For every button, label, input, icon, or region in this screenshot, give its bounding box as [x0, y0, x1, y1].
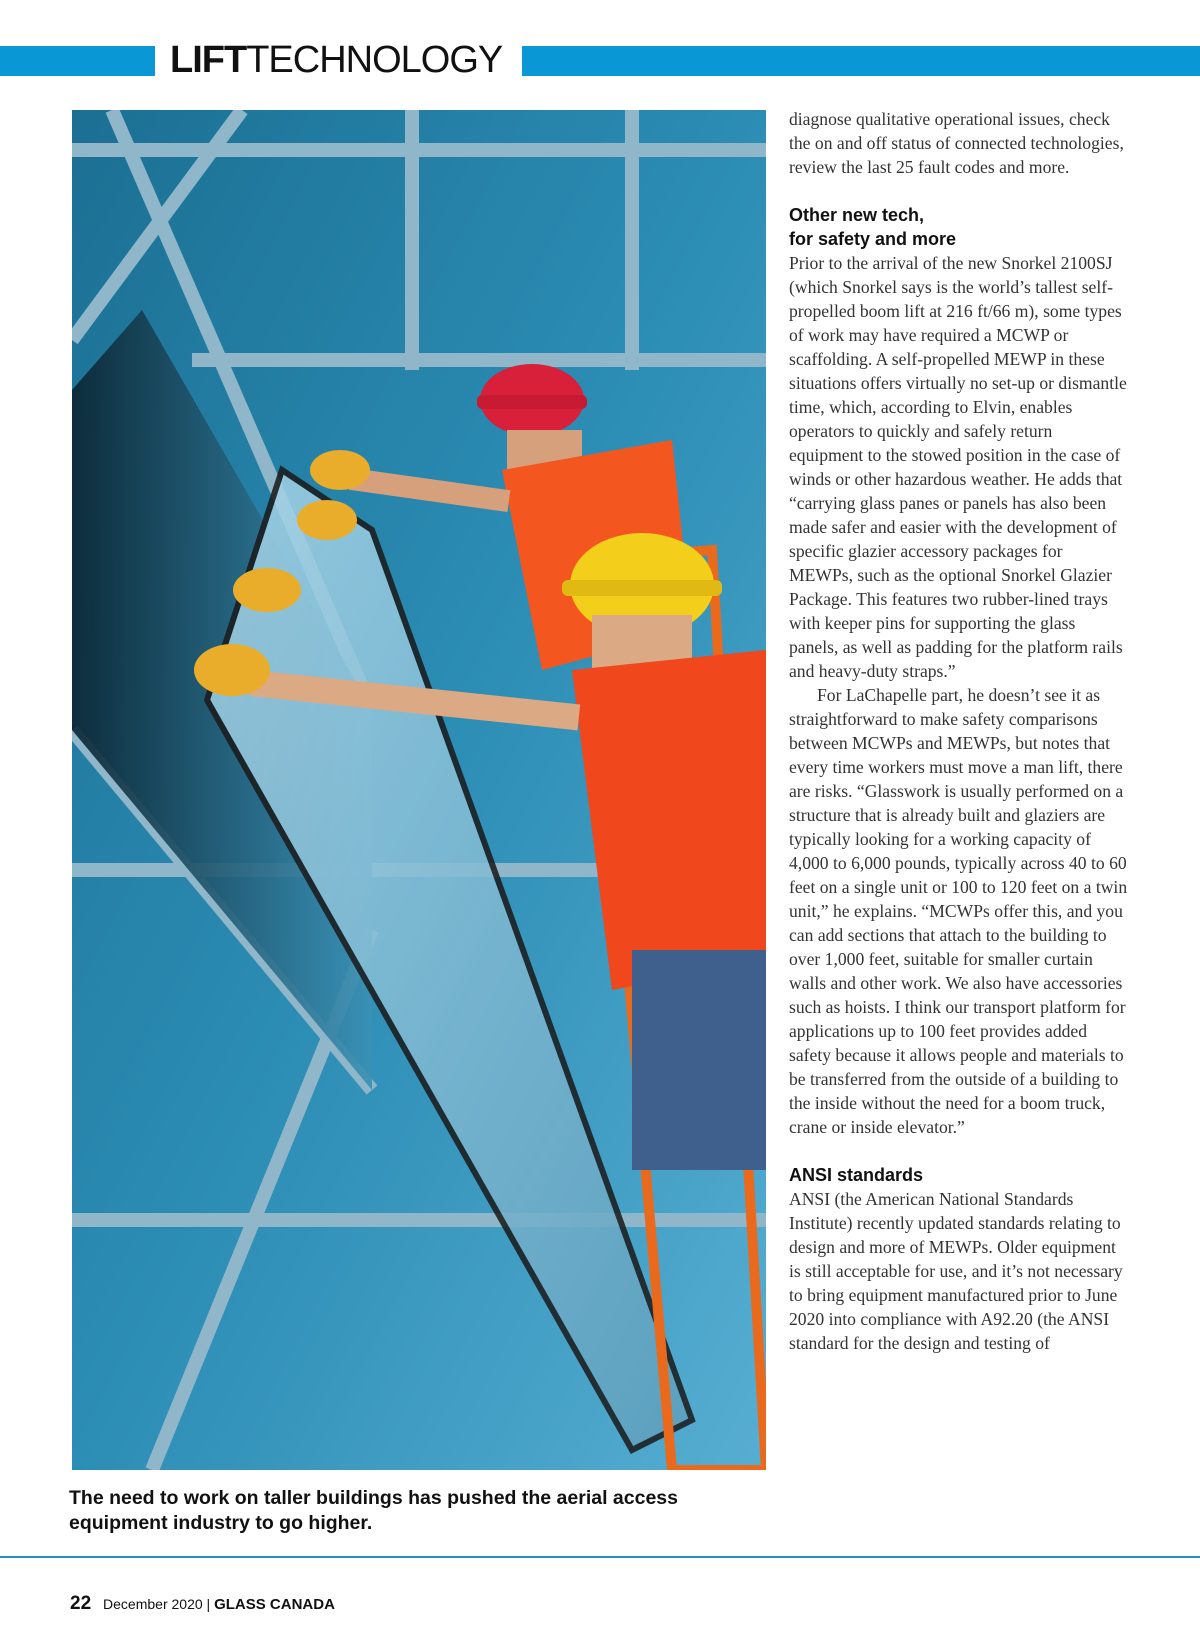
header-accent-bar-right: [522, 46, 1200, 76]
subheading-line-2: for safety and more: [789, 229, 957, 249]
article-paragraph-1: Prior to the arrival of the new Snorkel 2100SJ (which Snorkel says is the world’s tallest self-propelled boom lift at 216 ft/66 m), some types of work may have required a MCWP or scaffolding. A self-propelled MEWP in these situations offers virtually no set-up or dismantle time, which, according to Elvin, enables operators to quickly and safely return equipment to the stowed position in the case of winds or other hazardous weather. He adds that “carrying glass panes or panels has also been made safer and easier with the development of specific glazier accessory packages for MEWPs, such as the optional Snorkel Glazier Package. This features two rubber-lined trays with keeper pins for supporting the glass panels, as well as padding for the platform rails and heavy-duty straps.”: [789, 253, 1127, 681]
subheading-other-new-tech: [789, 203, 1129, 251]
subheading-line-1: Other new tech,: [789, 205, 925, 225]
header-accent-bar-left: [0, 46, 155, 76]
article-paragraph-2: For LaChapelle part, he doesn’t see it as straightforward to make safety comparisons between MCWPs and MEWPs, but notes that every time workers must move a man lift, there are risks. “Glasswork is usually performed on a structure that is already built and glaziers are typically looking for a working capacity of 4,000 to 6,000 pounds, typically across 40 to 60 feet on a single unit or 100 to 120 feet on a twin unit,” he explains. “MCWPs offer this, and you can add sections that attach to the building to over 1,000 feet, suitable for smaller curtain walls and other work. We also have accessories such as hoists. I think our transport platform for applications up to 100 feet provides added safety because it allows people and materials to be transferred from the outside of a building to the inside without the need for a boom truck, crane or inside elevator.”: [789, 685, 1128, 1137]
article-paragraph-3: ANSI (the American National Standards Institute) recently updated standards relating to design and more of MEWPs. Older equipment is still acceptable for use, and it’s not necessary to bring equipment manufactured prior to June 2020 into compliance with A92.20 (the ANSI standard for the design and testing of: [789, 1189, 1123, 1353]
magazine-name: GLASS CANADA: [214, 1596, 335, 1613]
section-title-bold: LIFT: [170, 39, 247, 81]
footer-rule: [0, 1556, 1200, 1558]
section-title: [170, 38, 502, 82]
photo-glaziers-installing-glass-icon: [72, 110, 766, 1470]
issue-date: December 2020 |: [103, 1596, 211, 1612]
article-column: [789, 107, 1129, 1355]
section-title-light: TECHNOLOGY: [246, 39, 503, 81]
subheading-ansi-standards: ANSI standards: [789, 1165, 924, 1185]
page-footer: [70, 1593, 335, 1615]
article-paragraph-intro: diagnose qualitative operational issues, check the on and off status of connected technologies, review the last 25 fault codes and more.: [789, 109, 1124, 177]
photo-caption: The need to work on taller buildings has pushed the aerial access equipment industry to go higher.: [69, 1487, 678, 1534]
article-photo: [72, 110, 766, 1470]
page-number: 22: [70, 1593, 92, 1614]
